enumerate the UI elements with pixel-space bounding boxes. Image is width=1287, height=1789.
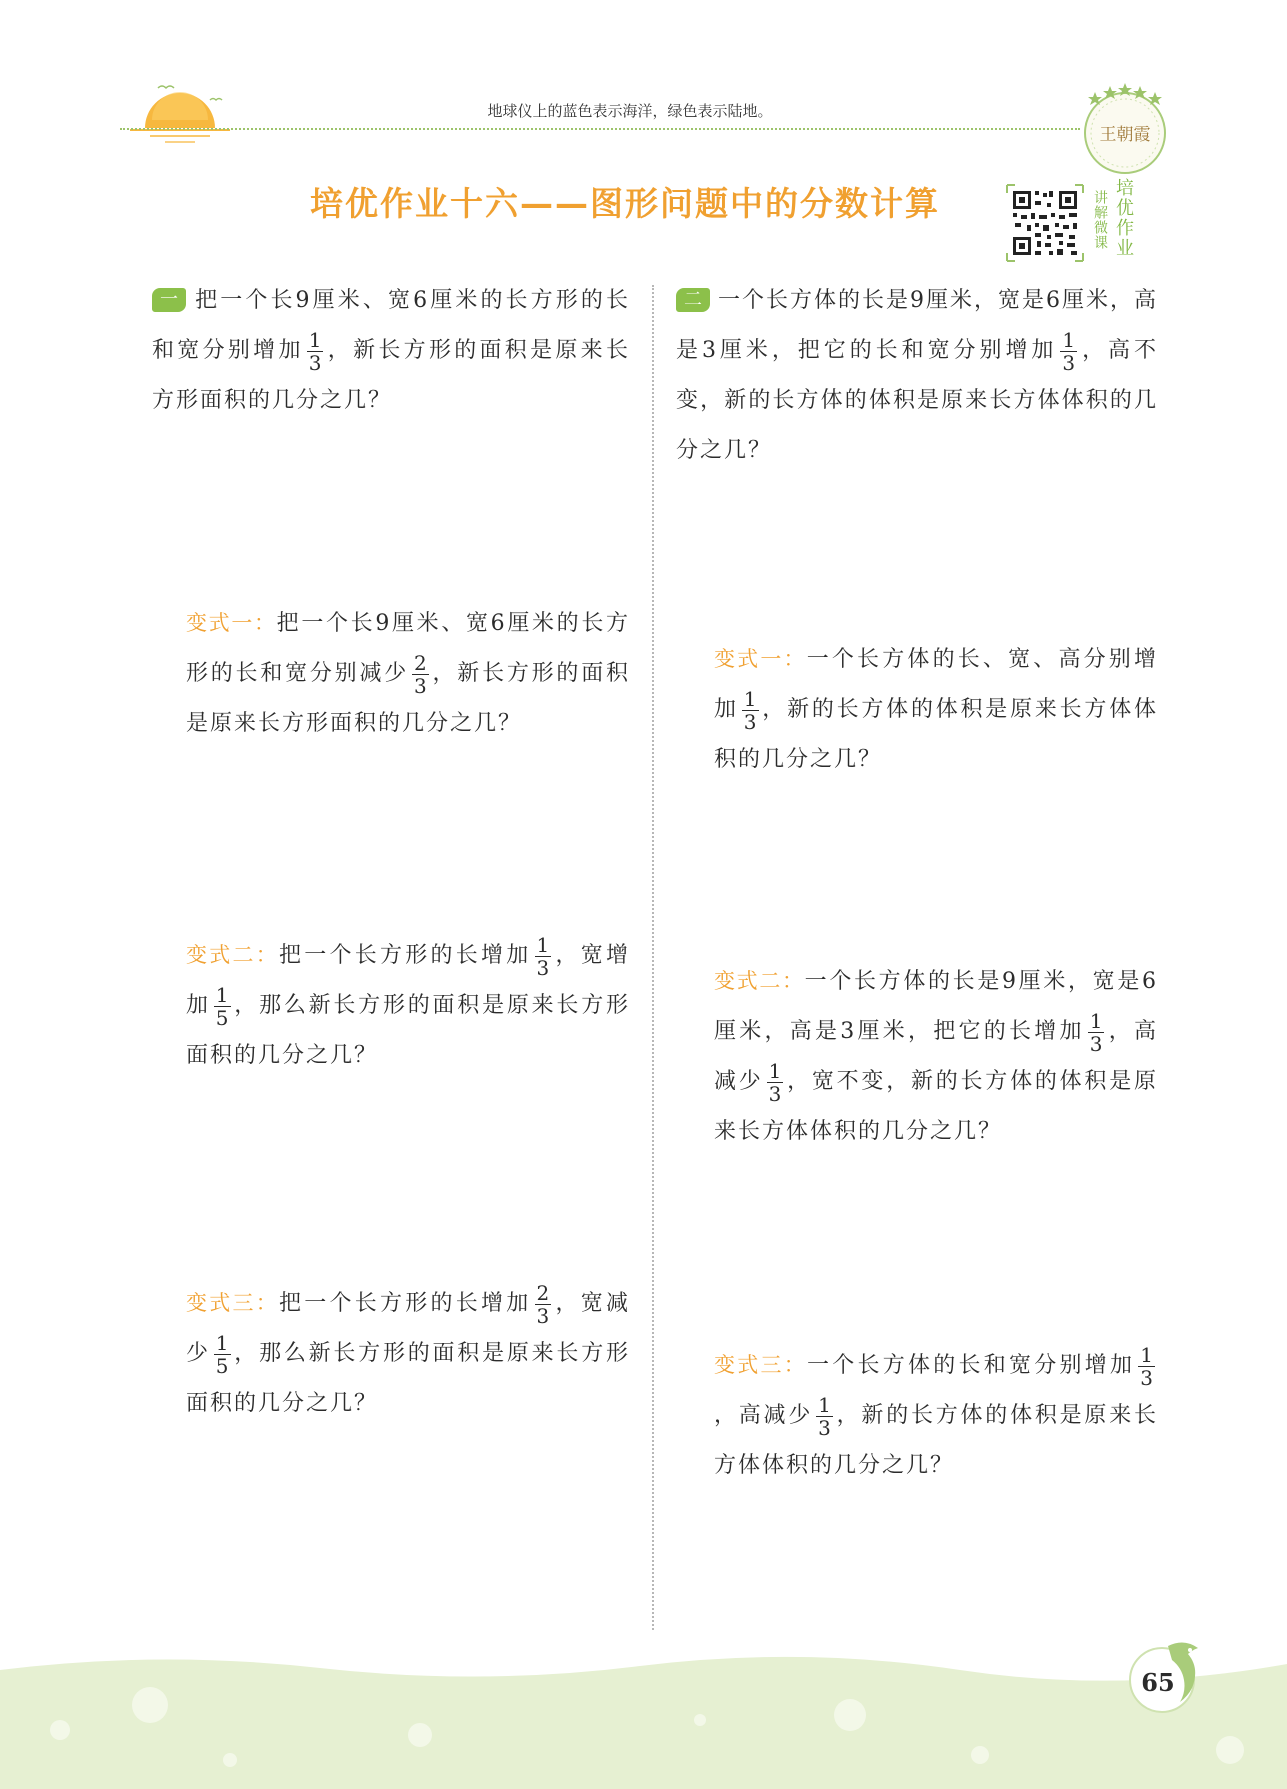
problem-text: ，宽增加 <box>186 943 630 1018</box>
problem-2-variant-1 <box>714 634 1158 785</box>
qr-tag-big-text: 培优作业 <box>1113 178 1134 258</box>
sun-logo-icon <box>120 70 240 150</box>
fraction: $\frac{2}{3}$ <box>536 1280 550 1328</box>
problem-text: 把一个长9厘米、宽6厘米的长方形的长和宽分别增加 <box>152 288 630 363</box>
problem-text: ，高减少 <box>714 1403 814 1428</box>
page-title: 培优作业十六——图形问题中的分数计算 <box>310 184 940 223</box>
problem-1 <box>152 276 630 426</box>
column-divider <box>652 285 654 1630</box>
problem-text: 把一个长方形的长增加 <box>279 943 532 968</box>
problem-text: 把一个长9厘米、宽6厘米的长方形的长和宽分别减少 <box>186 611 631 686</box>
fraction: $\frac{1}{3}$ <box>1140 1342 1153 1390</box>
problem-1-variant-3 <box>186 1278 630 1429</box>
header-dotted-line <box>120 128 1080 130</box>
problem-text: ，那么新长方形的面积是原来长方形面积的几分之几？ <box>186 993 630 1068</box>
problem-2 <box>676 276 1158 476</box>
fraction: $\frac{1}{3}$ <box>1089 1008 1103 1056</box>
fraction: $\frac{1}{5}$ <box>215 1330 229 1378</box>
qr-tag-small-text: 讲解微课 <box>1092 190 1108 250</box>
problem-text: ，高减少 <box>714 1019 1158 1094</box>
qr-code-icon <box>1005 183 1085 263</box>
variant-label: 变式二： <box>714 969 805 993</box>
seal-text: 王朝霞 <box>1099 125 1151 145</box>
fraction: $\frac{1}{3}$ <box>768 1058 782 1106</box>
fraction: $\frac{1}{3}$ <box>743 686 757 734</box>
fraction: $\frac{1}{3}$ <box>308 327 322 375</box>
problem-badge: 一 <box>152 288 186 312</box>
problem-text: ，那么新长方形的面积是原来长方形面积的几分之几？ <box>186 1341 630 1416</box>
footer-wave-decoration <box>0 1640 1287 1789</box>
problem-text: ，宽不变，新的长方体的体积是原来长方体体积的几分之几？ <box>714 1069 1158 1144</box>
page-number: 65 <box>1141 1668 1175 1697</box>
problem-text: 一个长方体的长和宽分别增加 <box>807 1353 1136 1378</box>
variant-label: 变式一： <box>714 647 807 671</box>
variant-label: 变式二： <box>186 943 279 967</box>
fraction: $\frac{1}{5}$ <box>215 982 229 1030</box>
problem-text: ，新长方形的面积是原来长方形面积的几分之几？ <box>186 661 630 736</box>
variant-label: 变式三： <box>186 1291 279 1315</box>
problem-badge: 二 <box>676 288 710 312</box>
problem-text: ，宽减少 <box>186 1291 630 1366</box>
fraction: $\frac{2}{3}$ <box>414 650 427 698</box>
brand-seal-logo <box>1075 78 1175 178</box>
qr-tag <box>1090 178 1140 273</box>
header-tip-text: 地球仪上的蓝色表示海洋，绿色表示陆地。 <box>487 102 773 120</box>
problem-text: ，高不变，新的长方体的体积是原来长方体体积的几分之几？ <box>676 338 1158 463</box>
fraction: $\frac{1}{3}$ <box>818 1392 831 1440</box>
variant-label: 变式一： <box>186 611 277 635</box>
problem-text: 一个长方体的长是9厘米，宽是6厘米，高是3厘米，把它的长和宽分别增加 <box>676 288 1158 363</box>
problem-text: ，新的长方体的体积是原来长方体体积的几分之几？ <box>714 1403 1158 1478</box>
problem-text: ，新长方形的面积是原来长方形面积的几分之几？ <box>152 338 630 413</box>
problem-1-variant-2 <box>186 930 630 1081</box>
problem-2-variant-2 <box>714 956 1158 1157</box>
problem-text: 一个长方体的长是9厘米，宽是6厘米，高是3厘米，把它的长增加 <box>714 969 1159 1044</box>
problem-1-variant-1 <box>186 598 630 749</box>
fraction: $\frac{1}{3}$ <box>536 932 550 980</box>
fraction: $\frac{1}{3}$ <box>1062 327 1076 375</box>
problem-text: 一个长方体的长、宽、高分别增加 <box>714 647 1158 722</box>
problem-text: ，新的长方体的体积是原来长方体体积的几分之几？ <box>714 697 1158 772</box>
variant-label: 变式三： <box>714 1353 807 1377</box>
problem-text: 把一个长方形的长增加 <box>279 1291 532 1316</box>
problem-2-variant-3 <box>714 1340 1158 1491</box>
